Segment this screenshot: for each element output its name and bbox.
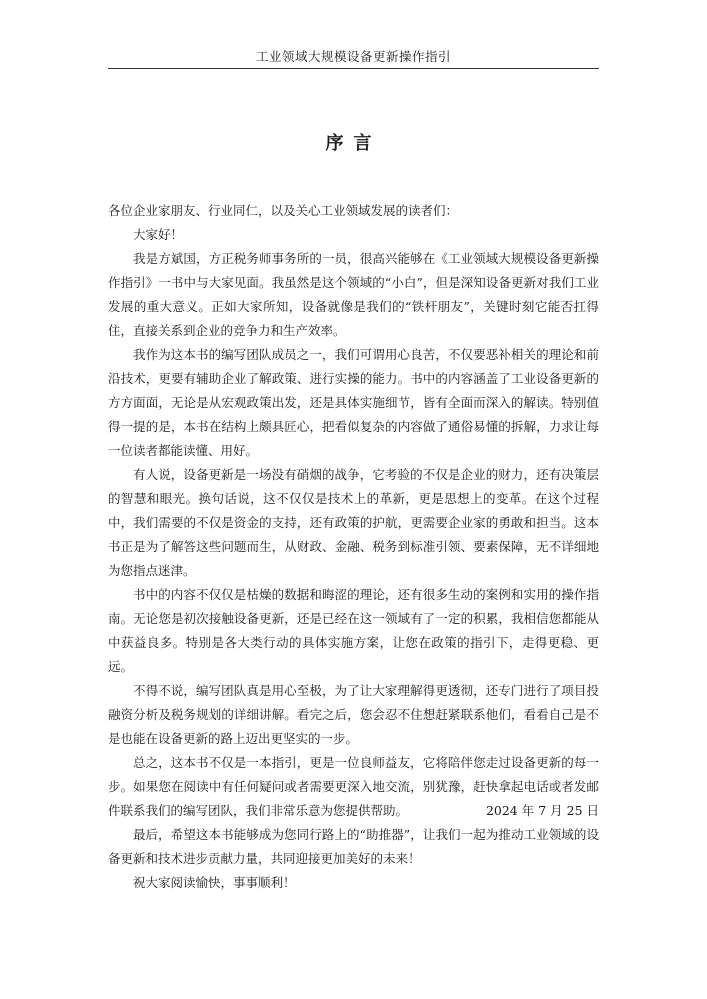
paragraph-wishes: 祝大家阅读愉快，事事顺利！ [133,875,296,890]
preface-body [108,199,599,895]
signature-date: 2024 年 7 月 25 日 [485,803,599,818]
paragraph-closing: 最后，希望这本书能够成为您同行路上的“助推器”，让我们一起为推动工业领域的设备更新和技术进步贡献力量，共同迎接更加美好的未来！ [108,827,599,866]
paragraph-content: 书中的内容不仅仅是枯燥的数据和晦涩的理论，还有很多生动的案例和实用的操作指南。无论您是初次接触设备更新，还是已经在这一领域有了一定的积累，我相信您都能从中获益良多。特别是各大类行动的具体实施方案，让您在政策的指引下，走得更稳、更远。 [108,587,599,674]
paragraph-greeting: 大家好！ [133,227,184,242]
running-header: 工业领域大规模设备更新操作指引 [255,49,451,64]
header-rule [108,68,599,69]
paragraph-team: 我作为这本书的编写团队成员之一，我们可谓用心良苦，不仅要恶补相关的理论和前沿技术，更要有辅助企业了解政策、进行实操的能力。书中的内容涵盖了工业设备更新的方方面面，无论是从宏观政策出发，还是具体实施细节，皆有全面而深入的解读。特别值得一提的是，本书在结构上颇具匠心，把看似复杂的内容做了通俗易懂的拆解，力求让每一位读者都能读懂、用好。 [108,347,599,458]
page-title: 序言 [325,133,382,154]
paragraph-analysis: 不得不说，编写团队真是用心至极，为了让大家理解得更透彻，还专门进行了项目投融资分析及税务规划的详细讲解。看完之后，您会忍不住想赶紧联系他们，看看自己是不是也能在设备更新的路上迈出更坚实的一步。 [108,683,599,746]
paragraph-introduction: 我是方斌国，方正税务师事务所的一员，很高兴能够在《工业领域大规模设备更新操作指引》一书中与大家见面。我虽然是这个领域的“小白”，但是深知设备更新对我们工业发展的重大意义。正如大家所知，设备就像是我们的“铁杆朋友”，关键时刻它能否扛得住，直接关系到企业的竞争力和生产效率。 [108,251,599,338]
paragraph-challenge: 有人说，设备更新是一场没有硝烟的战争，它考验的不仅是企业的财力，还有决策层的智慧和眼光。换句话说，这不仅仅是技术上的革新，更是思想上的变革。在这个过程中，我们需要的不仅是资金的支持，还有政策的护航，更需要企业家的勇敢和担当。这本书正是为了解答这些问题而生，从财政、金融、税务到标准引领、要素保障，无不详细地为您指点迷津。 [108,467,599,578]
paragraph-summary: 总之，这本书不仅是一本指引，更是一位良师益友，它将陪伴您走过设备更新的每一步。如果您在阅读中有任何疑问或者需要更深入地交流，别犹豫，赶快拿起电话或者发邮件联系我们的编写团队，我们非常乐意为您提供帮助。 [108,755,599,818]
salutation: 各位企业家朋友、行业同仁，以及关心工业领域发展的读者们： [108,203,459,218]
